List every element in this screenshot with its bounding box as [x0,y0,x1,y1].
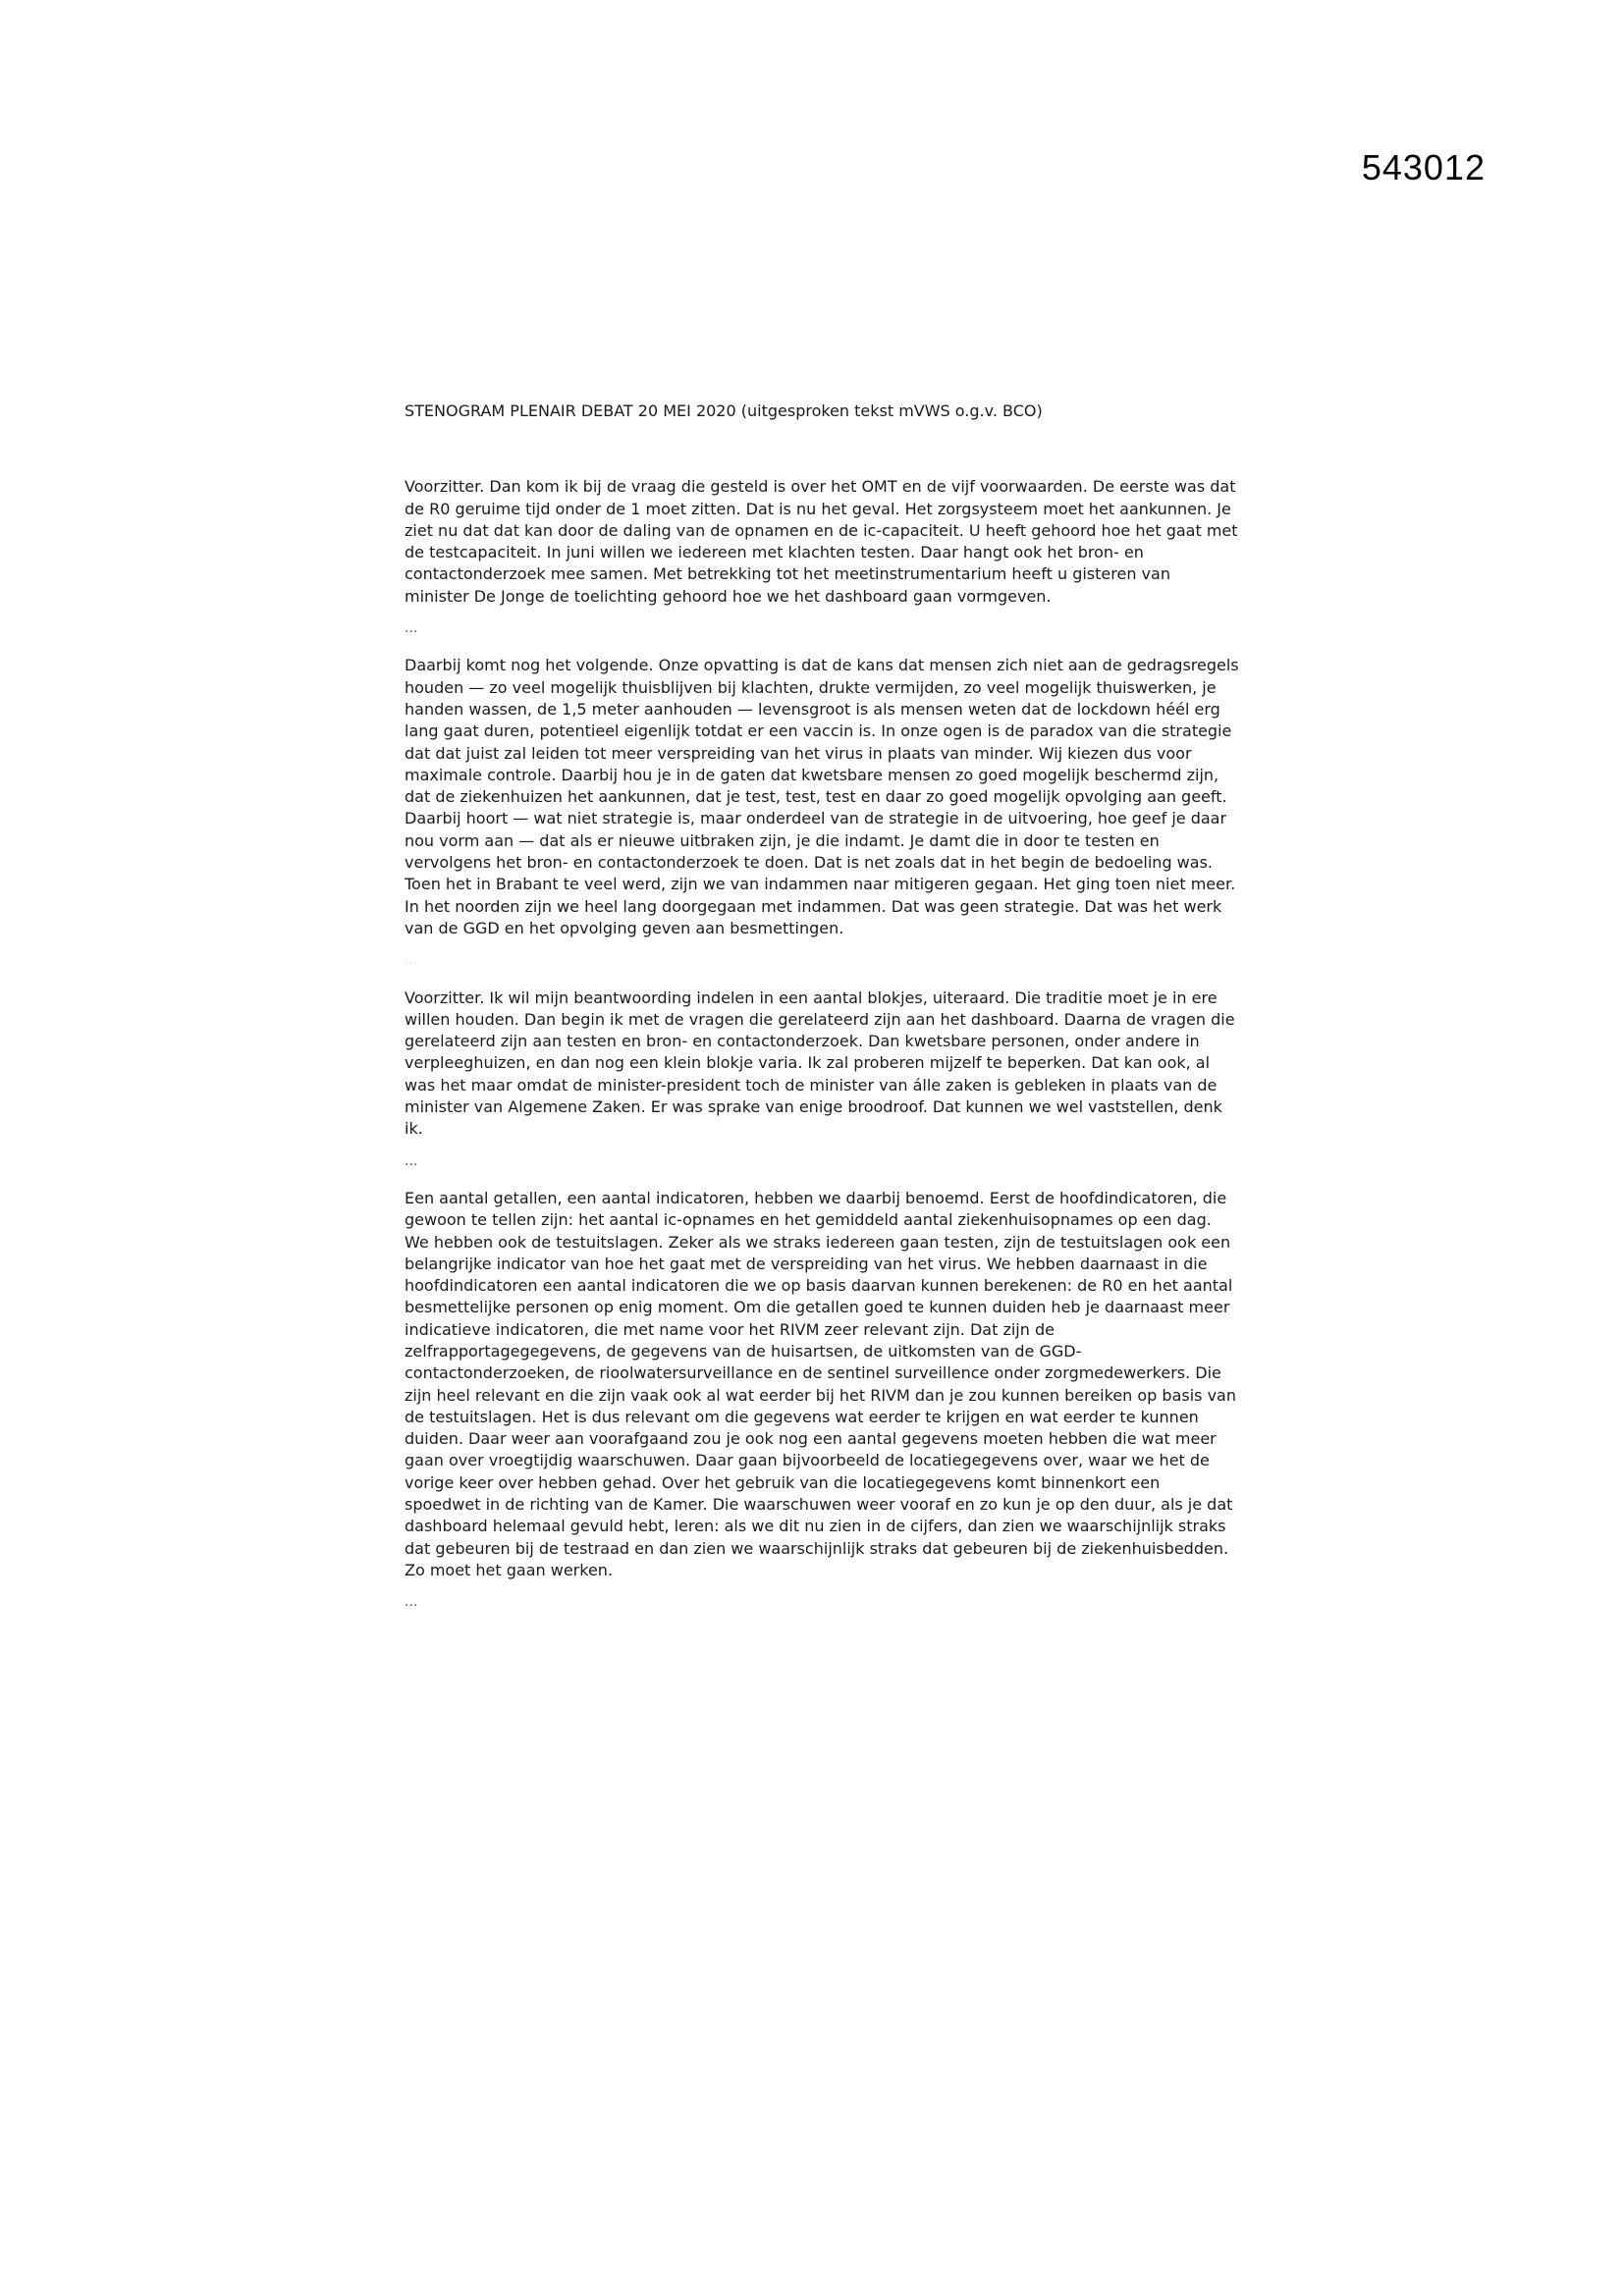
omission-marker-2: ... [405,952,418,969]
document-title: STENOGRAM PLENAIR DEBAT 20 MEI 2020 (uitgesproken tekst mVWS o.g.v. BCO) [405,401,1043,420]
paragraph-4: Een aantal getallen, een aantal indicatoren, hebben we daarbij benoemd. Eerst de hoofdindicatoren, die gewoon te tellen zijn: het aantal ic-opnames en het gemiddeld aantal ziekenhuisopnames op een dag. We hebben ook de testuitslagen. Zeker als we straks iedereen gaan testen, zijn de testuitslagen ook een belangrijke indicator van hoe het gaat met de verspreiding van het virus. We hebben daarnaast in die hoofdindicatoren een aantal indicatoren die we op basis daarvan kunnen berekenen: de R0 en het aantal besmettelijke personen op enig moment. Om die getallen goed te kunnen duiden heb je daarnaast meer indicatieve indicatoren, die met name voor het RIVM zeer relevant zijn. Dat zijn de zelfrapportagegegevens, de gegevens van de huisartsen, de uitkomsten van de GGD-contactonderzoeken, de rioolwatersurveillance en de sentinel surveillence onder zorgmedewerkers. Die zijn heel relevant en die zijn vaak ook al wat eerder bij het RIVM dan je zou kunnen bereiken op basis van de testuitslagen. Het is dus relevant om die gegevens wat eerder te krijgen en wat eerder te kunnen duiden. Daar weer aan voorafgaand zou je ook nog een aantal gegevens moeten hebben die wat meer gaan over vroegtijdig waarschuwen. Daar gaan bijvoorbeeld de locatiegegevens over, waar we het de vorige keer over hebben gehad. Over het gebruik van die locatiegegevens komt binnenkort een spoedwet in de richting van de Kamer. Die waarschuwen weer vooraf en zo kun je op den duur, als je dat dashboard helemaal gevuld hebt, leren: als we dit nu zien in de cijfers, dan zien we waarschijnlijk straks dat gebeuren bij de testraad en dan zien we waarschijnlijk straks dat gebeuren bij de ziekenhuisbedden. Zo moet het gaan werken. [405,1188,1236,1579]
paragraph-3: Voorzitter. Ik wil mijn beantwoording indelen in een aantal blokjes, uiteraard. Die traditie moet je in ere willen houden. Dan begin ik met de vragen die gerelateerd zijn aan het dashboard. Daarna de vragen die gerelateerd zijn aan testen en bron- en contactonderzoek. Dan kwetsbare personen, onder andere in verpleeghuizen, en dan nog een klein blokje varia. Ik zal proberen mijzelf te beperken. Dat kan ook, al was het maar omdat de minister-president toch de minister van álle zaken is gebleken in plaats van de minister van Algemene Zaken. Er was sprake van enige broodroof. Dat kunnen we wel vaststellen, denk ik. [405,988,1235,1139]
omission-marker-4: ... [405,1594,418,1611]
omission-marker-1: ... [405,620,418,637]
paragraph-2: Daarbij komt nog het volgende. Onze opvatting is dat de kans dat mensen zich niet aan de gedragsregels houden — zo veel mogelijk thuisblijven bij klachten, drukte vermijden, zo veel mogelijk thuiswerken, je handen wassen, de 1,5 meter aanhouden — levensgroot is als mensen weten dat de lockdown héél erg lang gaat duren, potentieel eigenlijk totdat er een vaccin is. In onze ogen is de paradox van die strategie dat dat juist zal leiden tot meer verspreiding van het virus in plaats van minder. Wij kiezen dus voor maximale controle. Daarbij hou je in de gaten dat kwetsbare mensen zo goed mogelijk beschermd zijn, dat de ziekenhuizen het aankunnen, dat je test, test, test en daar zo goed mogelijk opvolging aan geeft. Daarbij hoort — wat niet strategie is, maar onderdeel van de strategie in de uitvoering, hoe geef je daar nou vorm aan — dat als er nieuwe uitbraken zijn, je die indamt. Je damt die in door te testen en vervolgens het bron- en contactonderzoek te doen. Dat is net zoals dat in het begin de bedoeling was. Toen het in Brabant te veel werd, zijn we van indammen naar mitigeren gegaan. Het ging toen niet meer. In het noorden zijn we heel lang doorgegaan met indammen. Dat was geen strategie. Dat was het werk van de GGD en het opvolging geven aan besmettingen. [405,656,1239,937]
omission-marker-3: ... [405,1152,418,1169]
document-body [405,400,1239,1629]
document-number: 543012 [1361,147,1486,187]
paragraph-1: Voorzitter. Dan kom ik bij de vraag die gesteld is over het OMT en de vijf voorwaarden. De eerste was dat de R0 geruime tijd onder de 1 moet zitten. Dat is nu het geval. Het zorgsysteem moet het aankunnen. Je ziet nu dat dat kan door de daling van de opnamen en de ic-capaciteit. U heeft gehoord hoe het gaat met de testcapaciteit. In juni willen we iedereen met klachten testen. Daar hangt ook het bron- en contactonderzoek mee samen. Met betrekking tot het meetinstrumentarium heeft u gisteren van minister De Jonge de toelichting gehoord hoe we het dashboard gaan vormgeven. [405,477,1238,606]
